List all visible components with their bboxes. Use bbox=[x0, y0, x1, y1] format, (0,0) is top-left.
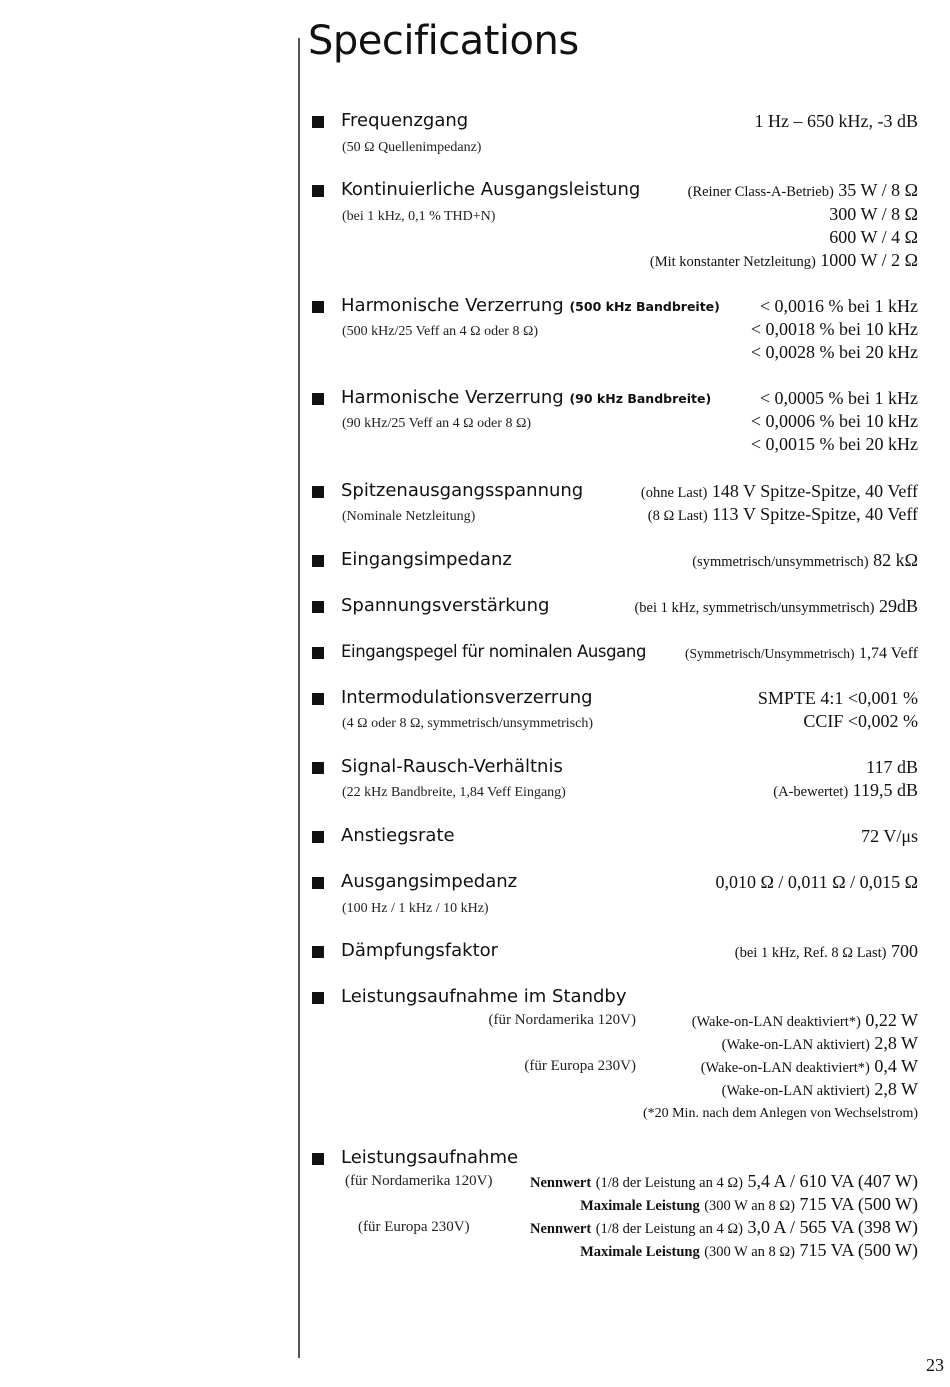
square-bullet-icon bbox=[312, 693, 324, 705]
spec-note: (Symmetrisch/Unsymmetrisch) bbox=[685, 646, 855, 661]
spec-note: (Wake-on-LAN aktiviert) bbox=[721, 1083, 870, 1099]
spec-value-text: 3,0 A / 565 VA (398 W) bbox=[747, 1217, 918, 1237]
spec-row bbox=[300, 871, 918, 899]
spec-subrow bbox=[300, 250, 918, 277]
spec-name: Spannungsverstärkung bbox=[341, 595, 550, 616]
spec-footnote: (*20 Min. nach dem Anlegen von Wechselstrom) bbox=[642, 1106, 918, 1121]
spec-subrow bbox=[300, 504, 918, 531]
spec-name-text: Harmonische Verzerrung bbox=[341, 295, 564, 316]
square-bullet-icon bbox=[312, 992, 324, 1004]
spec-value-text: 119,5 dB bbox=[852, 780, 918, 800]
spec-value: 72 V/μs bbox=[861, 826, 918, 846]
spec-value-text: 715 VA (500 W) bbox=[799, 1194, 918, 1214]
spec-subrow bbox=[300, 711, 918, 738]
spec-value-text: 82 kΩ bbox=[873, 550, 918, 570]
spec-subrow bbox=[300, 434, 918, 461]
spec-value-text: 0,22 W bbox=[865, 1010, 918, 1030]
spec-note: (symmetrisch/unsymmetrisch) bbox=[692, 554, 869, 570]
spec-value: 0,010 Ω / 0,011 Ω / 0,015 Ω bbox=[715, 872, 918, 892]
spec-value bbox=[773, 780, 918, 801]
spec-condition: (90 kHz/25 Veff an 4 Ω oder 8 Ω) bbox=[342, 416, 532, 431]
spec-value-text: 2,8 W bbox=[874, 1033, 918, 1053]
spec-condition: (500 kHz/25 Veff an 4 Ω oder 8 Ω) bbox=[342, 324, 539, 339]
square-bullet-icon bbox=[312, 301, 324, 313]
spec-label-bold: Maximale Leistung bbox=[580, 1244, 700, 1260]
spec-condition: (4 Ω oder 8 Ω, symmetrisch/unsymmetrisch) bbox=[342, 716, 593, 731]
spec-label-bold: Nennwert bbox=[529, 1221, 592, 1237]
spec-name bbox=[341, 295, 720, 316]
spec-label-bold: Nennwert bbox=[529, 1175, 592, 1191]
spec-row bbox=[300, 110, 918, 138]
spec-value: 300 W / 8 Ω bbox=[829, 204, 918, 224]
spec-value-text: 35 W / 8 Ω bbox=[838, 180, 918, 200]
square-bullet-icon bbox=[312, 555, 324, 567]
square-bullet-icon bbox=[312, 486, 324, 498]
spec-name: Kontinuierliche Ausgangsleistung bbox=[341, 179, 641, 200]
spec-value-text: 113 V Spitze-Spitze, 40 Veff bbox=[712, 504, 918, 524]
spec-value: < 0,0005 % bei 1 kHz bbox=[759, 388, 918, 408]
spec-value bbox=[650, 250, 918, 271]
spec-row bbox=[300, 642, 918, 669]
spec-condition: (Nominale Netzleitung) bbox=[342, 509, 476, 524]
spec-value bbox=[692, 1010, 918, 1031]
spec-note: (Wake-on-LAN deaktiviert*) bbox=[700, 1060, 870, 1076]
square-bullet-icon bbox=[312, 831, 324, 843]
spec-value: < 0,0015 % bei 20 kHz bbox=[750, 434, 918, 454]
spec-value bbox=[688, 180, 918, 201]
spec-note: (Wake-on-LAN deaktiviert*) bbox=[691, 1014, 861, 1030]
region-label: (für Nordamerika 120V) bbox=[345, 1173, 493, 1189]
spec-row bbox=[300, 940, 918, 968]
region-label: (für Nordamerika 120V) bbox=[488, 1012, 636, 1028]
spec-note: (8 Ω Last) bbox=[647, 508, 708, 524]
page-title: Specifications bbox=[308, 18, 579, 64]
spec-name: Anstiegsrate bbox=[341, 825, 455, 846]
spec-subrow bbox=[300, 1105, 918, 1129]
square-bullet-icon bbox=[312, 762, 324, 774]
spec-value-text: 715 VA (500 W) bbox=[799, 1240, 918, 1260]
spec-note: (300 W an 8 Ω) bbox=[704, 1244, 795, 1260]
spec-value: < 0,0006 % bei 10 kHz bbox=[750, 411, 918, 431]
square-bullet-icon bbox=[312, 185, 324, 197]
spec-value bbox=[692, 550, 918, 571]
spec-value-text: 1,74 Veff bbox=[859, 645, 918, 662]
square-bullet-icon bbox=[312, 647, 324, 659]
spec-value bbox=[641, 481, 918, 502]
spec-name: Dämpfungsfaktor bbox=[341, 940, 499, 961]
spec-subrow bbox=[300, 138, 918, 162]
spec-value bbox=[722, 1033, 918, 1054]
spec-label-bold: Maximale Leistung bbox=[580, 1198, 700, 1214]
spec-note: (Wake-on-LAN aktiviert) bbox=[721, 1037, 870, 1053]
spec-name: Spitzenausgangsspannung bbox=[341, 480, 584, 501]
spec-row bbox=[300, 595, 918, 623]
square-bullet-icon bbox=[312, 877, 324, 889]
spec-name: Leistungsaufnahme bbox=[341, 1147, 519, 1168]
spec-name-text: Harmonische Verzerrung bbox=[341, 387, 564, 408]
spec-value-text: 1000 W / 2 Ω bbox=[820, 250, 918, 270]
spec-name bbox=[341, 387, 711, 408]
spec-note: (bei 1 kHz, Ref. 8 Ω Last) bbox=[734, 945, 887, 961]
spec-value-text: 5,4 A / 610 VA (407 W) bbox=[747, 1171, 918, 1191]
spec-value bbox=[722, 1079, 918, 1100]
square-bullet-icon bbox=[312, 601, 324, 613]
spec-note: (1/8 der Leistung an 4 Ω) bbox=[595, 1175, 743, 1191]
spec-note: (ohne Last) bbox=[640, 485, 708, 501]
spec-name: Eingangsimpedanz bbox=[341, 549, 512, 570]
spec-name: Eingangspegel für nominalen Ausgang bbox=[341, 642, 647, 661]
spec-value bbox=[735, 941, 918, 962]
square-bullet-icon bbox=[312, 1153, 324, 1165]
spec-value bbox=[685, 642, 918, 663]
spec-subrow bbox=[300, 204, 918, 231]
spec-name: Signal-Rausch-Verhältnis bbox=[341, 756, 563, 777]
spec-value: 117 dB bbox=[866, 757, 918, 777]
spec-subrow bbox=[300, 899, 918, 923]
spec-value bbox=[701, 1056, 918, 1077]
spec-value-text: 29dB bbox=[878, 596, 918, 616]
spec-subrow bbox=[300, 342, 918, 369]
region-label: (für Europa 230V) bbox=[358, 1219, 470, 1235]
spec-bandwidth: (500 kHz Bandbreite) bbox=[569, 299, 720, 314]
spec-bandwidth: (90 kHz Bandbreite) bbox=[569, 391, 712, 406]
spec-name: Ausgangsimpedanz bbox=[341, 871, 518, 892]
spec-note: (bei 1 kHz, symmetrisch/unsymmetrisch) bbox=[634, 600, 875, 616]
square-bullet-icon bbox=[312, 946, 324, 958]
spec-value bbox=[648, 504, 918, 525]
spec-value bbox=[580, 1240, 918, 1261]
spec-condition: (bei 1 kHz, 0,1 % THD+N) bbox=[342, 209, 496, 224]
spec-value: < 0,0018 % bei 10 kHz bbox=[750, 319, 918, 339]
spec-subrow bbox=[300, 1079, 918, 1106]
spec-condition: (100 Hz / 1 kHz / 10 kHz) bbox=[342, 901, 489, 916]
spec-value bbox=[634, 596, 918, 617]
spec-value: < 0,0016 % bei 1 kHz bbox=[759, 296, 918, 316]
spec-note: (Reiner Class-A-Betrieb) bbox=[687, 184, 834, 200]
spec-value: 600 W / 4 Ω bbox=[829, 227, 918, 247]
spec-value-text: 2,8 W bbox=[874, 1079, 918, 1099]
spec-note: (300 W an 8 Ω) bbox=[704, 1198, 795, 1214]
spec-value-text: 700 bbox=[891, 941, 918, 961]
page-number: 23 bbox=[926, 1355, 944, 1375]
spec-value bbox=[530, 1217, 918, 1238]
spec-value-text: 148 V Spitze-Spitze, 40 Veff bbox=[711, 481, 918, 501]
spec-name: Frequenzgang bbox=[341, 110, 469, 131]
spec-note: (Mit konstanter Netzleitung) bbox=[649, 254, 816, 270]
spec-value: SMPTE 4:1 <0,001 % bbox=[757, 688, 918, 708]
square-bullet-icon bbox=[312, 393, 324, 405]
spec-subrow bbox=[300, 1240, 918, 1267]
spec-row bbox=[300, 825, 918, 853]
region-label: (für Europa 230V) bbox=[524, 1058, 636, 1074]
spec-value: 1 Hz – 650 kHz, -3 dB bbox=[754, 111, 918, 131]
spec-value bbox=[580, 1194, 918, 1215]
spec-value-text: 0,4 W bbox=[874, 1056, 918, 1076]
spec-value: < 0,0028 % bei 20 kHz bbox=[750, 342, 918, 362]
spec-note: (1/8 der Leistung an 4 Ω) bbox=[595, 1221, 743, 1237]
spec-note: (A-bewertet) bbox=[773, 784, 849, 800]
square-bullet-icon bbox=[312, 116, 324, 128]
spec-row bbox=[300, 179, 918, 207]
spec-value: CCIF <0,002 % bbox=[803, 711, 918, 731]
spec-condition: (22 kHz Bandbreite, 1,84 Veff Eingang) bbox=[342, 785, 566, 800]
spec-value bbox=[530, 1171, 918, 1192]
spec-row bbox=[300, 549, 918, 577]
spec-condition: (50 Ω Quellenimpedanz) bbox=[342, 140, 482, 155]
spec-name: Intermodulationsverzerrung bbox=[341, 687, 593, 708]
spec-name: Leistungsaufnahme im Standby bbox=[341, 986, 627, 1007]
spec-subrow bbox=[300, 780, 918, 807]
